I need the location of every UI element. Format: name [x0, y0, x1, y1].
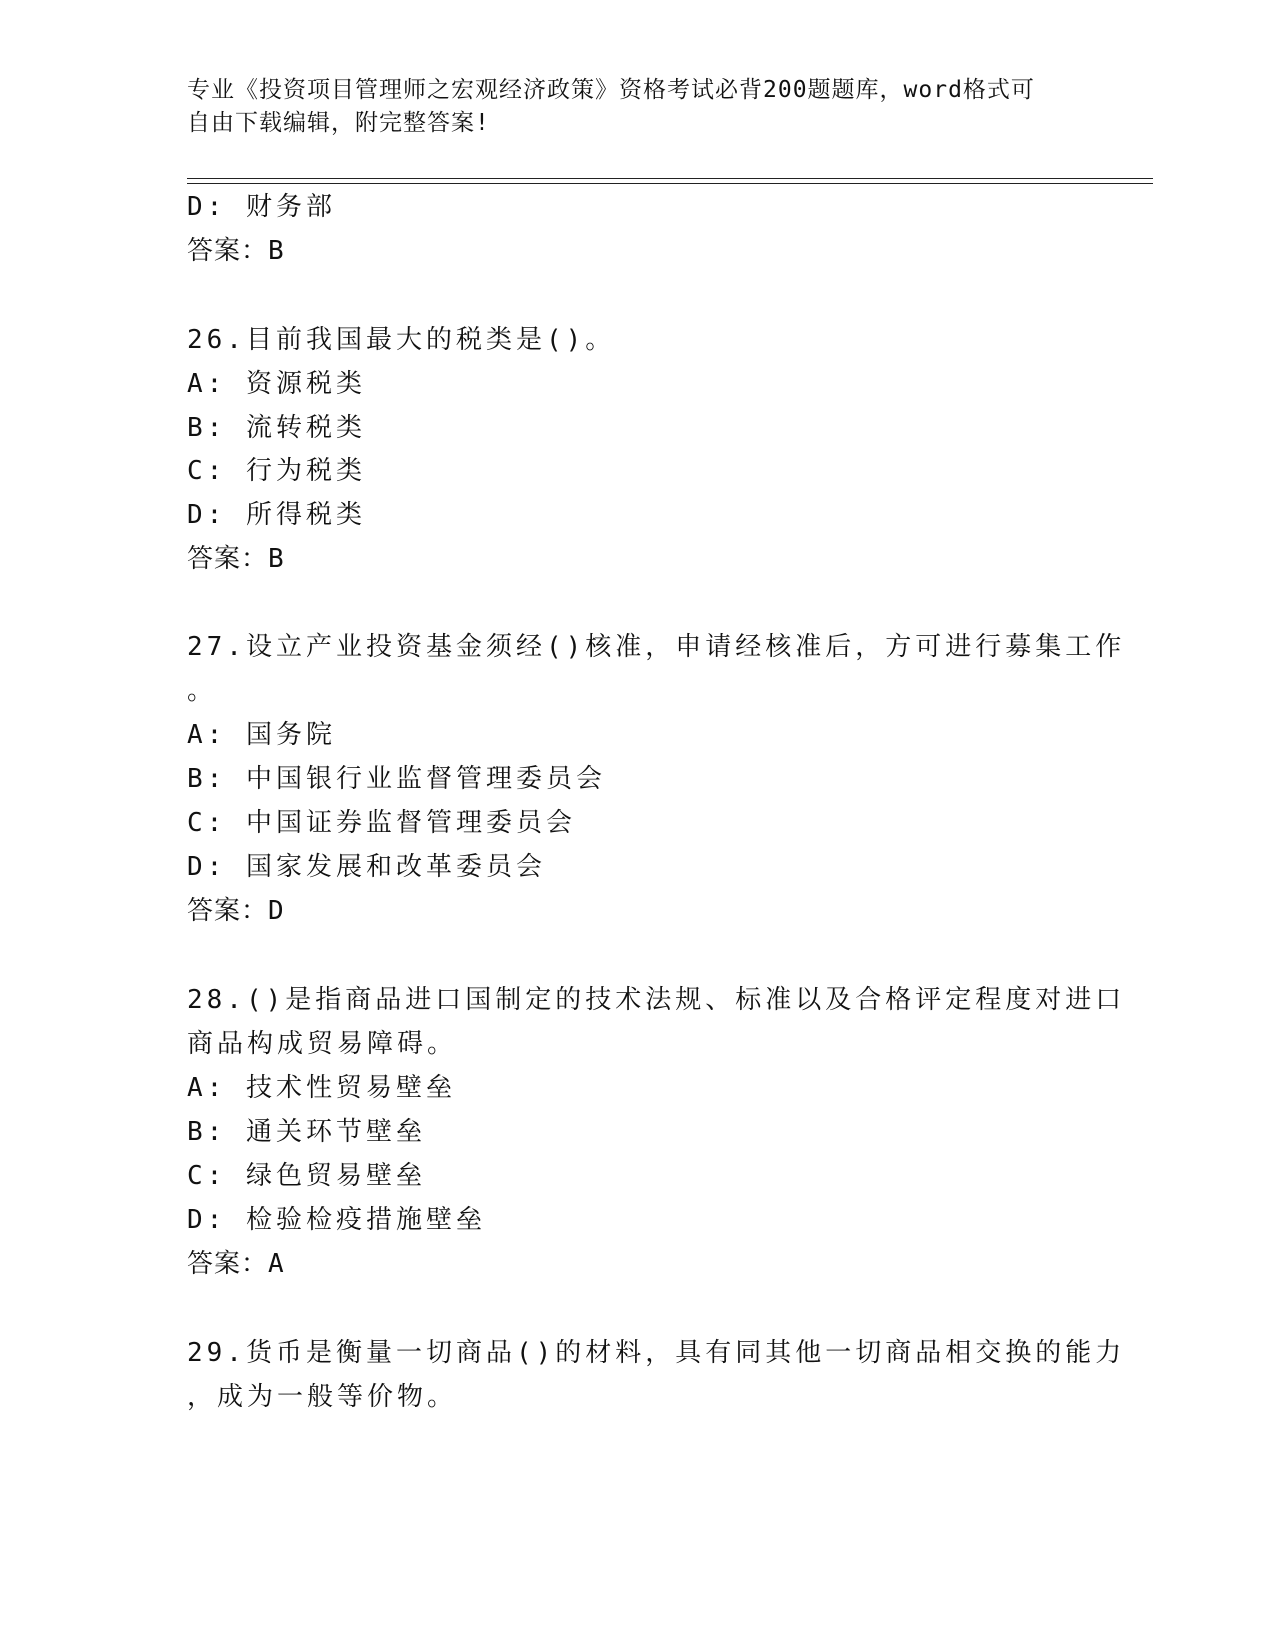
q28-option-d: D: 检验检疫措施壁垒 — [187, 1205, 486, 1235]
q26-answer — [187, 544, 285, 574]
answer-label: 答案： — [187, 236, 269, 266]
q28-option-c: C: 绿色贸易壁垒 — [187, 1161, 426, 1191]
answer-value: D — [268, 896, 285, 926]
answer-value: B — [268, 236, 285, 266]
answer-value: B — [268, 544, 285, 574]
q27-question-line-2: 。 — [187, 676, 218, 706]
q25-option-d: D: 财务部 — [187, 192, 336, 222]
header-line-2: 自由下载编辑，附完整答案! — [187, 110, 490, 136]
answer-label: 答案： — [187, 544, 269, 574]
q27-option-d: D: 国家发展和改革委员会 — [187, 852, 546, 882]
header-rule-top — [187, 178, 1153, 179]
q29-question-line-1: 29.货币是衡量一切商品()的材料，具有同其他一切商品相交换的能力 — [187, 1338, 1126, 1368]
q28-option-a: A: 技术性贸易壁垒 — [187, 1073, 456, 1103]
q27-option-a: A: 国务院 — [187, 720, 336, 750]
q28-answer — [187, 1249, 285, 1279]
q27-option-c: C: 中国证券监督管理委员会 — [187, 808, 576, 838]
q28-option-b: B: 通关环节壁垒 — [187, 1117, 426, 1147]
q26-option-b: B: 流转税类 — [187, 413, 366, 443]
q27-answer — [187, 896, 285, 926]
header-rule-bottom — [187, 183, 1153, 184]
q26-option-d: D: 所得税类 — [187, 500, 366, 530]
q26-question: 26.目前我国最大的税类是()。 — [187, 325, 616, 355]
answer-label: 答案： — [187, 1249, 269, 1279]
q27-question-line-1: 27.设立产业投资基金须经()核准，申请经核准后，方可进行募集工作 — [187, 632, 1126, 662]
q28-question-line-1: 28.()是指商品进口国制定的技术法规、标准以及合格评定程度对进口 — [187, 985, 1126, 1015]
answer-label: 答案： — [187, 896, 269, 926]
q26-option-c: C: 行为税类 — [187, 456, 366, 486]
answer-value: A — [268, 1249, 285, 1279]
q25-answer — [187, 236, 285, 266]
q27-option-b: B: 中国银行业监督管理委员会 — [187, 764, 606, 794]
q29-question-line-2: ，成为一般等价物。 — [187, 1382, 458, 1412]
q26-option-a: A: 资源税类 — [187, 369, 366, 399]
header-line-1: 专业《投资项目管理师之宏观经济政策》资格考试必背200题题库，word格式可 — [187, 77, 1035, 103]
page-header — [187, 74, 1087, 140]
q28-question-line-2: 商品构成贸易障碍。 — [187, 1029, 458, 1059]
